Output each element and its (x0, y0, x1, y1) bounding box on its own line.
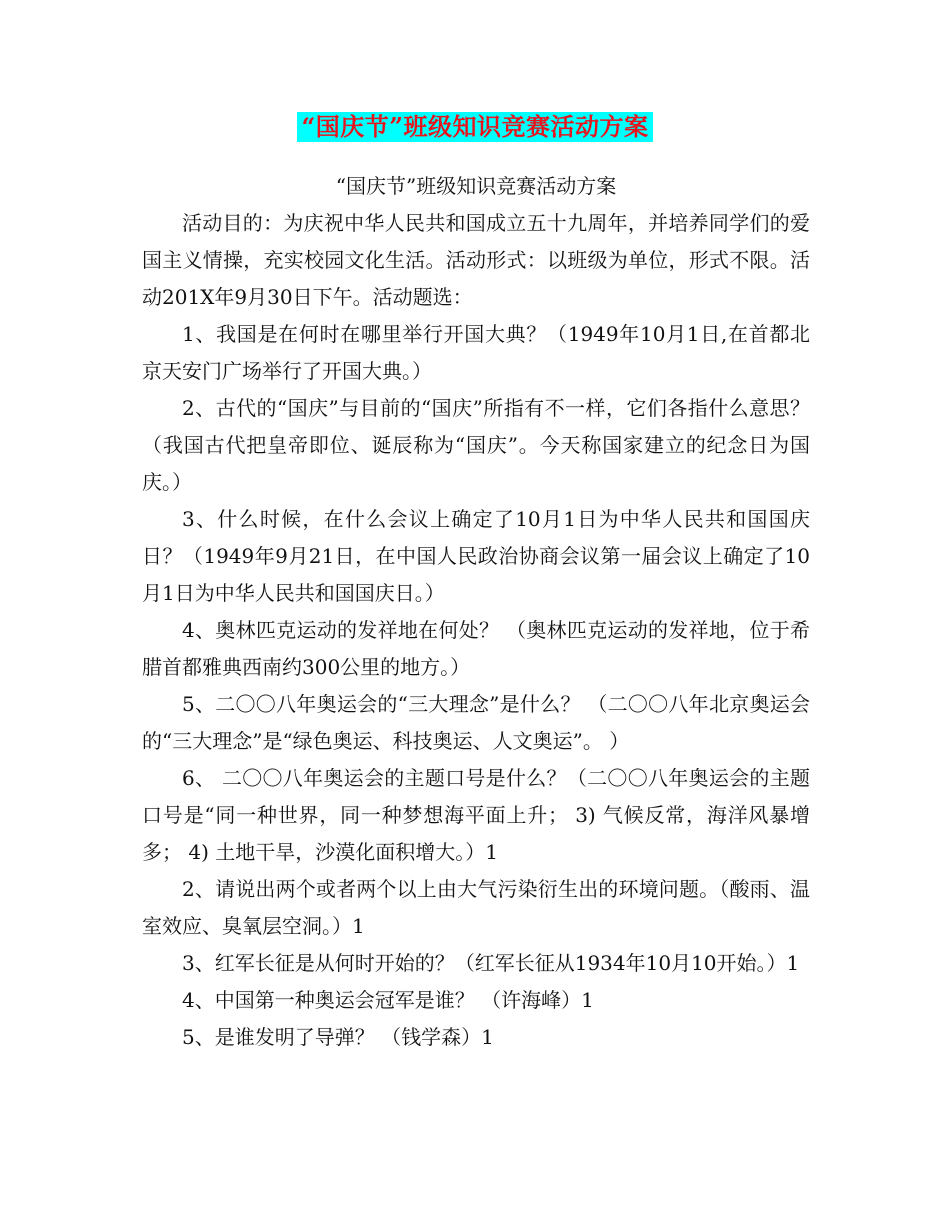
paragraph-intro: 活动目的：为庆祝中华人民共和国成立五十九周年，并培养同学们的爱国主义情操，充实校园文化生活。活动形式：以班级为单位，形式不限。活动201X年9月30日下午。活动题选： (142, 211, 810, 309)
document-title: “国庆节”班级知识竞赛活动方案 (297, 112, 652, 142)
paragraph-question-3b: 3、红军长征是从何时开始的？（红军长征从1934年10月10开始。）1 (182, 951, 800, 975)
document-body (142, 168, 810, 1056)
paragraph-question-5: 5、二〇〇八年奥运会的“三大理念”是什么？ （二〇〇八年北京奥运会的“三大理念”是“绿色奥运、科技奥运、人文奥运”。 ） (142, 692, 810, 753)
document-subtitle: “国庆节”班级知识竞赛活动方案 (335, 174, 617, 198)
paragraph-question-2b: 2、请说出两个或者两个以上由大气污染衍生出的环境问题。（酸雨、温室效应、臭氧层空洞。）1 (142, 877, 810, 938)
paragraph-question-3: 3、什么时候，在什么会议上确定了10月1日为中华人民共和国国庆日？（1949年9月21日，在中国人民政治协商会议第一届会议上确定了10月1日为中华人民共和国国庆日。） (142, 507, 810, 605)
paragraph-question-5b: 5、是谁发明了导弹？ （钱学森）1 (182, 1025, 494, 1049)
paragraph-question-4: 4、奥林匹克运动的发祥地在何处？ （奥林匹克运动的发祥地，位于希腊首都雅典西南约300公里的地方。） (142, 618, 810, 679)
paragraph-question-2: 2、古代的“国庆”与目前的“国庆”所指有不一样，它们各指什么意思？（我国古代把皇帝即位、诞辰称为“国庆”。今天称国家建立的纪念日为国庆。） (142, 396, 810, 494)
paragraph-question-1: 1、我国是在何时在哪里举行开国大典？（1949年10月1日,在首都北京天安门广场举行了开国大典。） (142, 322, 810, 383)
title-block (0, 112, 950, 142)
paragraph-question-6: 6、 二〇〇八年奥运会的主题口号是什么？（二〇〇八年奥运会的主题口号是“同一种世界，同一种梦想海平面上升； 3) 气候反常，海洋风暴增多； 4) 土地干旱，沙漠化面积增大。）1 (142, 766, 810, 864)
paragraph-question-4b: 4、中国第一种奥运会冠军是谁？ （许海峰）1 (182, 988, 594, 1012)
